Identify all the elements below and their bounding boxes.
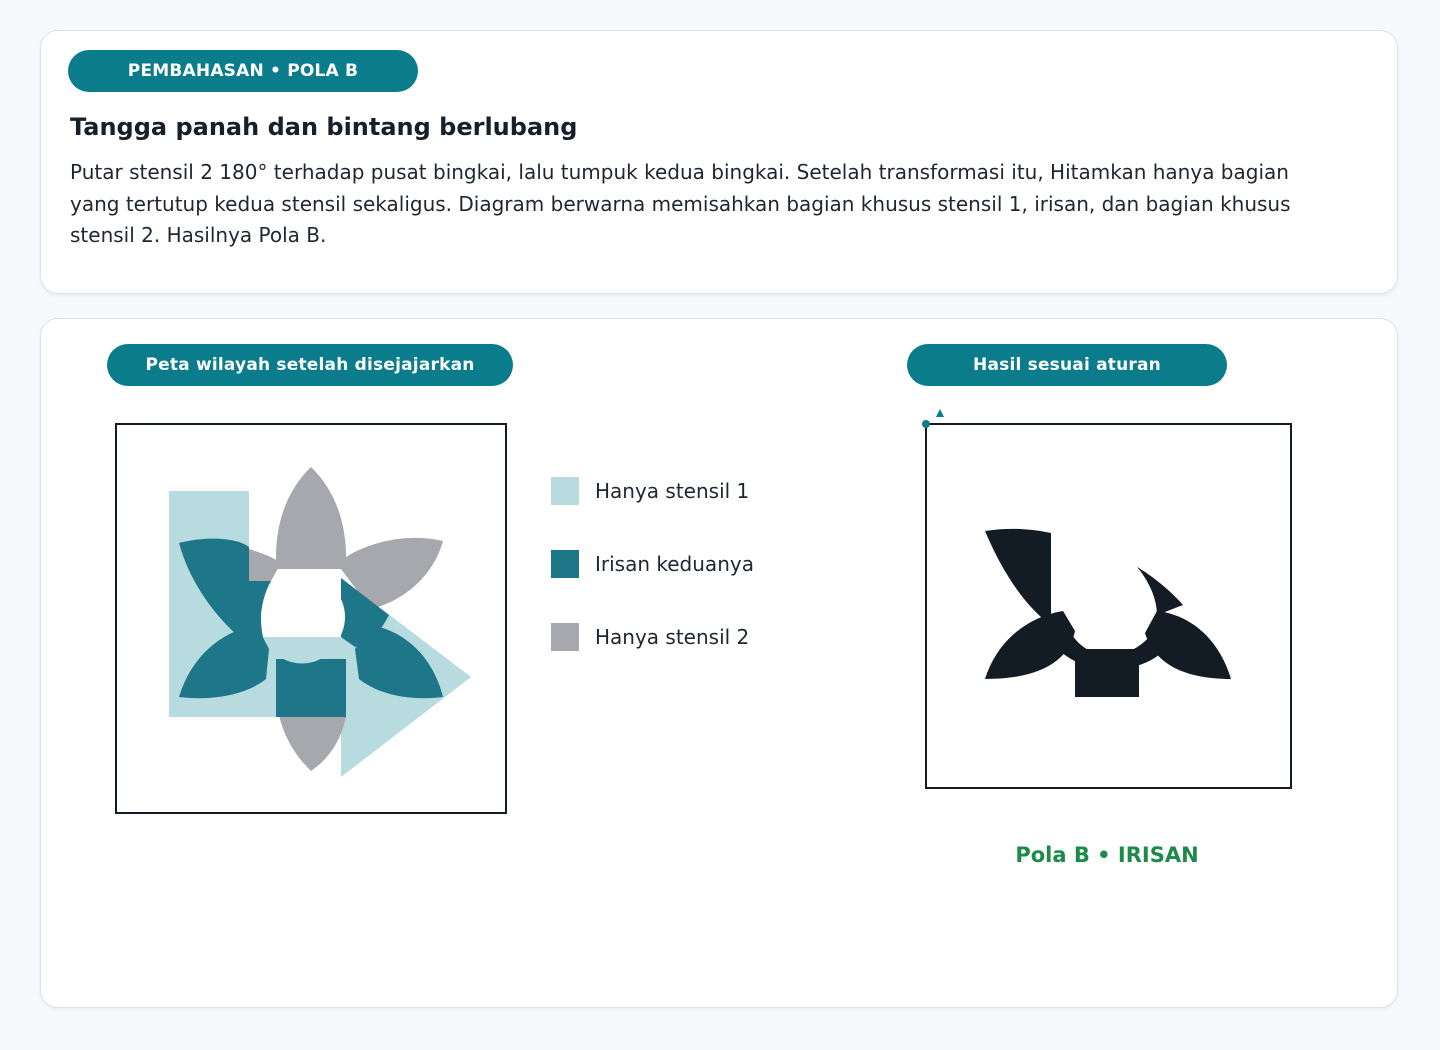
right-frame	[926, 424, 1291, 788]
result-label: Pola B • IRISAN	[1015, 843, 1199, 867]
left-panel-title: Peta wilayah setelah disejajarkan	[107, 344, 513, 386]
legend-label: Hanya stensil 2	[595, 625, 750, 649]
diagram-canvas	[41, 319, 1399, 1009]
legend-item-only-stencil2	[551, 623, 851, 651]
legend-swatch	[551, 477, 579, 505]
orientation-triangle-icon	[936, 409, 944, 417]
legend-swatch	[551, 623, 579, 651]
page-title: Tangga panah dan bintang berlubang	[70, 113, 578, 141]
legend-item-only-stencil1	[551, 477, 851, 505]
diagram-card	[40, 318, 1398, 1008]
legend-label: Hanya stensil 1	[595, 479, 750, 503]
section-badge: PEMBAHASAN • POLA B	[68, 50, 418, 92]
right-panel-title: Hasil sesuai aturan	[907, 344, 1227, 386]
origin-dot-icon	[922, 420, 930, 428]
description-text: Putar stensil 2 180° terhadap pusat bingkai, lalu tumpuk kedua bingkai. Setelah transformasi itu, Hitamkan hanya bagian yang tertutup kedua stensil sekaligus. Diagram berwarna memisahkan bagian khusus stensil 1, irisan, dan bagian khusus stensil 2. Hasilnya Pola B.	[70, 160, 1291, 247]
legend-item-intersection	[551, 550, 851, 578]
explanation-card	[40, 30, 1398, 294]
legend-swatch	[551, 550, 579, 578]
legend-label: Irisan keduanya	[595, 552, 754, 576]
